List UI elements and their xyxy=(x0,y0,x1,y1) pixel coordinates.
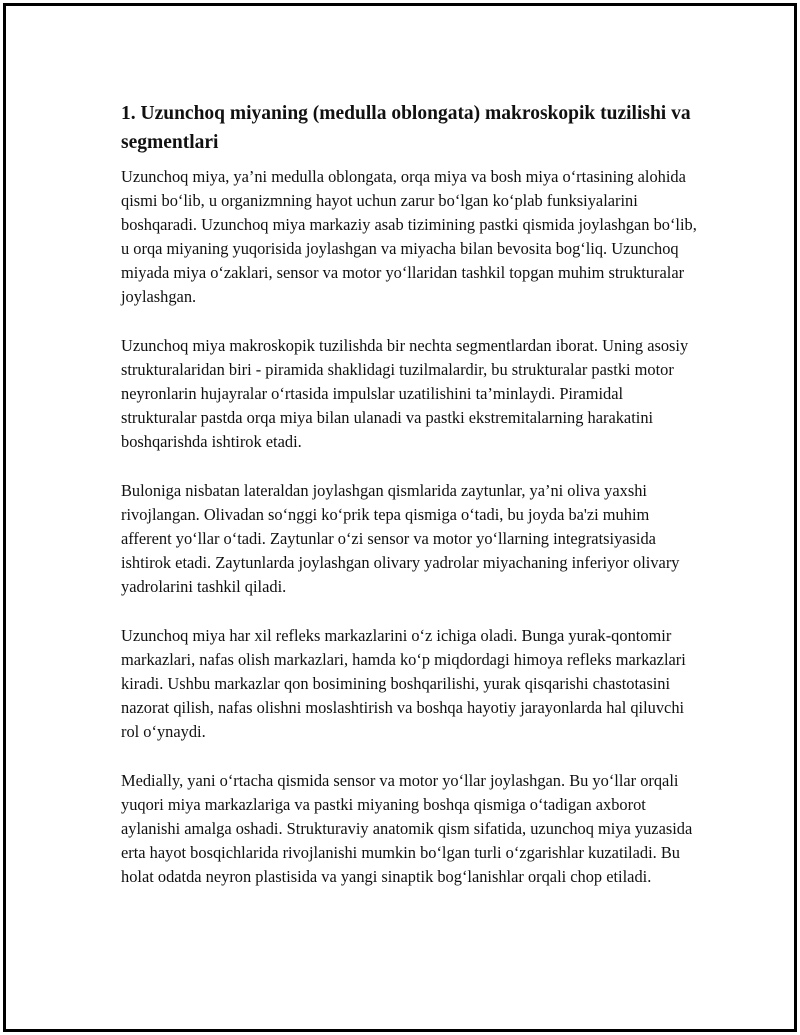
section-heading: 1. Uzunchoq miyaning (medulla oblongata) makroskopik tuzilishi va segmentlari xyxy=(121,103,691,153)
paragraph-5: Medially, yani o‘rtacha qismida sensor va motor yo‘llar joylashgan. Bu yo‘llar orqali yuqori miya markazlariga va pastki miyaning boshqa qismiga o‘tadigan axborot aylanishi amalga oshadi. Strukturaviy anatomik qism sifatida, uzunchoq miya yuzasida erta hayot bosqichlarida rivojlanishi mumkin bo‘lgan turli o‘zgarishlar kuzatiladi. Bu holat odatda neyron plastisida va yangi sinaptik bog‘lanishlar orqali chop etiladi. xyxy=(121,771,693,886)
paragraph-2: Uzunchoq miya makroskopik tuzilishda bir nechta segmentlardan iborat. Uning asosiy strukturalaridan biri - piramida shaklidagi tuzilmalardir, bu strukturalar pastki motor neyronlarin hujayralar o‘rtasida impulslar uzatilishini ta’minlaydi. Piramidal strukturalar pastda orqa miya bilan ulanadi va pastki ekstremitalarning harakatini boshqarishda ishtirok etadi. xyxy=(121,336,689,451)
paragraph-3: Buloniga nisbatan lateraldan joylashgan qismlarida zaytunlar, ya’ni oliva yaxshi rivojlangan. Olivadan so‘nggi ko‘prik tepa qismiga o‘tadi, bu joyda ba'zi muhim afferent yo‘llar o‘tadi. Zaytunlar o‘zi sensor va motor yo‘llarning integratsiyasida ishtirok etadi. Zaytunlarda joylashgan olivary yadrolar miyachaning inferiyor olivary yadrolarini tashkil qiladi. xyxy=(121,481,680,596)
page-frame xyxy=(3,3,797,1032)
paragraph-1: Uzunchoq miya, ya’ni medulla oblongata, orqa miya va bosh miya o‘rtasining alohida qismi bo‘lib, u organizmning hayot uchun zarur bo‘lgan ko‘plab funksiyalarini boshqaradi. Uzunchoq miya markaziy asab tizimining pastki qismida joylashgan bo‘lib, u orqa miyaning yuqorisida joylashgan va miyacha bilan bevosita bog‘liq. Uzunchoq miyada miya o‘zaklari, sensor va motor yo‘llaridan tashkil topgan muhim strukturalar joylashgan. xyxy=(121,167,697,306)
document-body xyxy=(121,99,701,914)
paragraph-4: Uzunchoq miya har xil refleks markazlarini o‘z ichiga oladi. Bunga yurak-qontomir markazlari, nafas olish markazlari, hamda ko‘p miqdordagi himoya refleks markazlari kiradi. Ushbu markazlar qon bosimining boshqarilishi, yurak qisqarishi chastotasini nazorat qilish, nafas olishni moslashtirish va boshqa hayotiy jarayonlarda hal qiluvchi rol o‘ynaydi. xyxy=(121,626,686,741)
